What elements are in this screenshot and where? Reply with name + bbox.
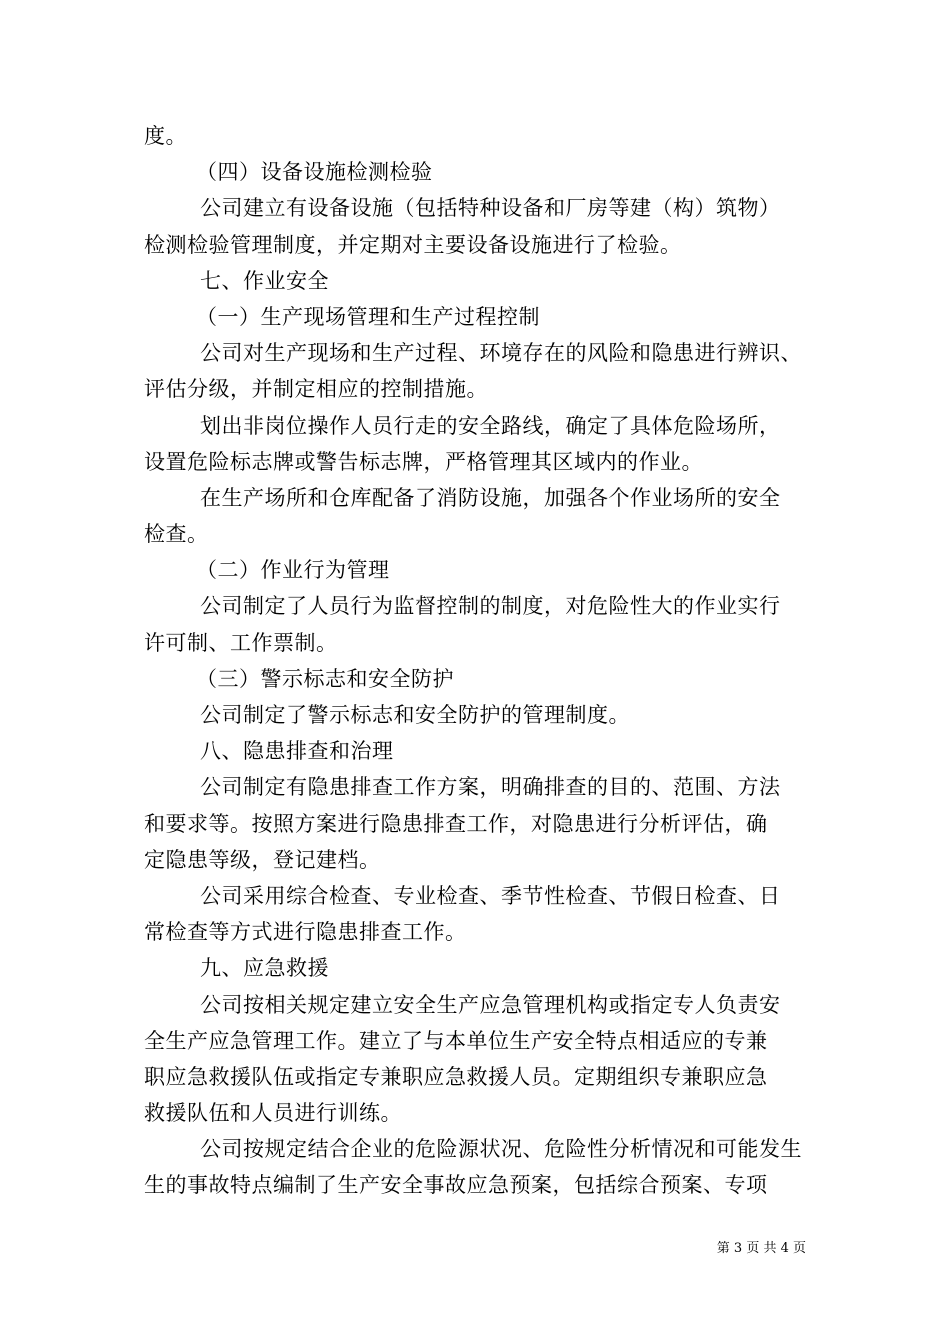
paragraph-line: 定隐患等级，登记建档。	[144, 847, 381, 872]
paragraph-line: 在生产场所和仓库配备了消防设施，加强各个作业场所的安全	[200, 485, 781, 510]
paragraph-line: 设置危险标志牌或警告标志牌，严格管理其区域内的作业。	[144, 449, 703, 474]
paragraph-line: 公司对生产现场和生产过程、环境存在的风险和隐患进行辨识、	[200, 341, 802, 366]
paragraph-line: 公司制定了警示标志和安全防护的管理制度。	[200, 703, 630, 727]
paragraph-line: 公司制定了人员行为监督控制的制度，对危险性大的作业实行	[200, 594, 781, 619]
paragraph-line: 公司采用综合检查、专业检查、季节性检查、节假日检查、日	[200, 883, 781, 908]
document-body	[144, 118, 814, 1204]
section-heading: 七、作业安全	[200, 268, 329, 293]
paragraph-line: 公司建立有设备设施（包括特种设备和厂房等建（构）筑物）	[200, 196, 781, 221]
paragraph-line: 检测检验管理制度，并定期对主要设备设施进行了检验。	[144, 232, 682, 257]
paragraph-line: 划出非岗位操作人员行走的安全路线，确定了具体危险场所，	[200, 413, 781, 438]
paragraph-line: 全生产应急管理工作。建立了与本单位生产安全特点相适应的专兼	[144, 1028, 768, 1053]
section-heading: （三）警示标志和安全防护	[196, 666, 454, 691]
paragraph-line: 职应急救援队伍或指定专兼职应急救援人员。定期组织专兼职应急	[144, 1064, 768, 1089]
paragraph-line: 救援队伍和人员进行训练。	[144, 1101, 402, 1126]
section-heading: 九、应急救援	[200, 956, 329, 981]
paragraph-line: 度。	[144, 124, 187, 148]
paragraph-line: 生的事故特点编制了生产安全事故应急预案，包括综合预案、专项	[144, 1173, 768, 1198]
paragraph-line: 许可制、工作票制。	[144, 630, 338, 655]
section-heading: （四）设备设施检测检验	[196, 160, 433, 185]
paragraph-line: 评估分级，并制定相应的控制措施。	[144, 377, 488, 402]
section-heading: 八、隐患排查和治理	[200, 739, 394, 764]
paragraph-line: 检查。	[144, 522, 209, 547]
paragraph-line: 公司制定有隐患排查工作方案，明确排查的目的、范围、方法	[200, 775, 781, 800]
paragraph-line: 公司按规定结合企业的危险源状况、危险性分析情况和可能发生	[200, 1137, 802, 1162]
page-number: 第 3 页 共 4 页	[716, 1241, 806, 1256]
paragraph-line: 常检查等方式进行隐患排查工作。	[144, 920, 467, 945]
paragraph-line: 和要求等。按照方案进行隐患排查工作，对隐患进行分析评估，确	[144, 811, 768, 836]
section-heading: （二）作业行为管理	[196, 558, 390, 583]
section-heading: （一）生产现场管理和生产过程控制	[196, 304, 540, 329]
paragraph-line: 公司按相关规定建立安全生产应急管理机构或指定专人负责安	[200, 992, 781, 1017]
